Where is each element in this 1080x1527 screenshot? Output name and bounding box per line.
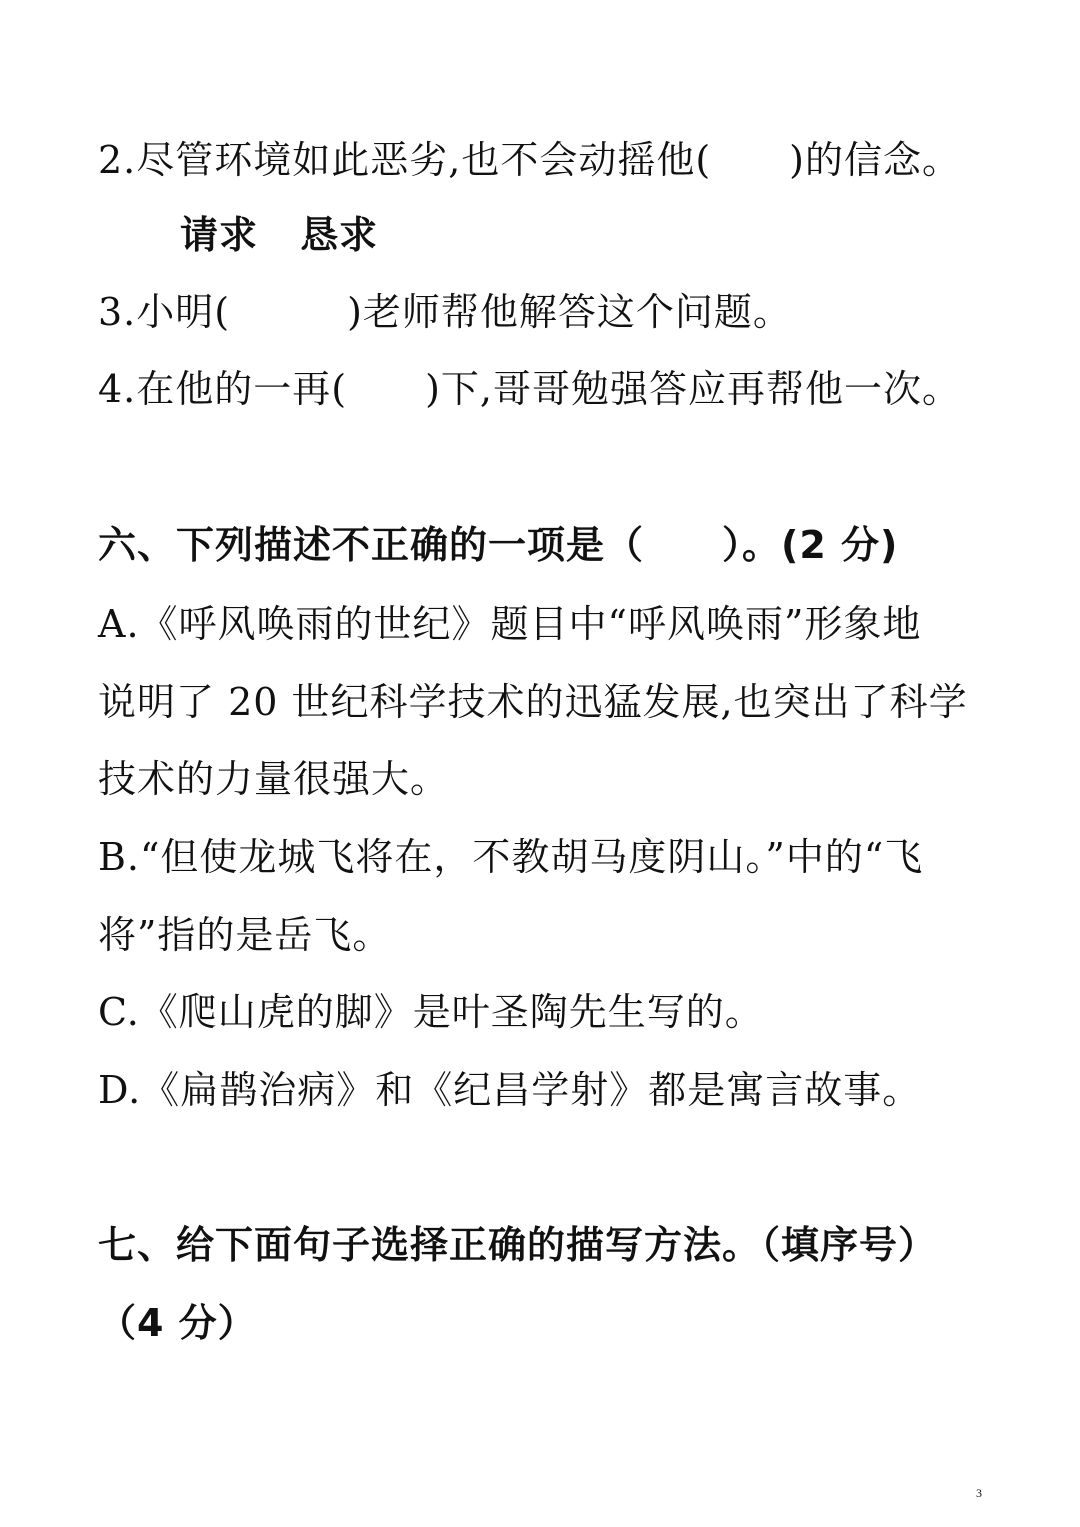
word-choice-2: 恳求 [300,213,379,257]
option-b-line-1: B.“但使龙城飞将在，不教胡马度阴山。”中的“飞 [98,835,924,879]
option-a-line-2: 说明了 20 世纪科学技术的迅猛发展,也突出了科学 [98,680,968,724]
section-7-heading: 七、给下面句子选择正确的描写方法。（填序号） [98,1223,938,1267]
page-number: 3 [976,1486,982,1500]
option-b-line-2: 将”指的是岳飞。 [98,913,392,957]
word-choices [180,212,420,258]
question-5-3: 3.小明( )老师帮他解答这个问题。 [98,290,792,334]
question-5-4: 4.在他的一再( )下,哥哥勉强答应再帮他一次。 [98,367,961,411]
word-choice-1: 请求 [180,213,259,257]
option-a-line-1: A.《呼风唤雨的世纪》题目中“呼风唤雨”形象地 [98,602,922,646]
section-7-score: （4 分） [98,1301,257,1345]
option-d: D.《扁鹊治病》和《纪昌学射》都是寓言故事。 [98,1068,922,1112]
option-c: C.《爬山虎的脚》是叶圣陶先生写的。 [98,990,764,1034]
question-5-2: 2.尽管环境如此恶劣,也不会动摇他( )的信念。 [98,138,961,182]
section-6-heading: 六、下列描述不正确的一项是（ ）。(2 分) [98,523,899,567]
option-a-line-3: 技术的力量很强大。 [98,757,450,801]
